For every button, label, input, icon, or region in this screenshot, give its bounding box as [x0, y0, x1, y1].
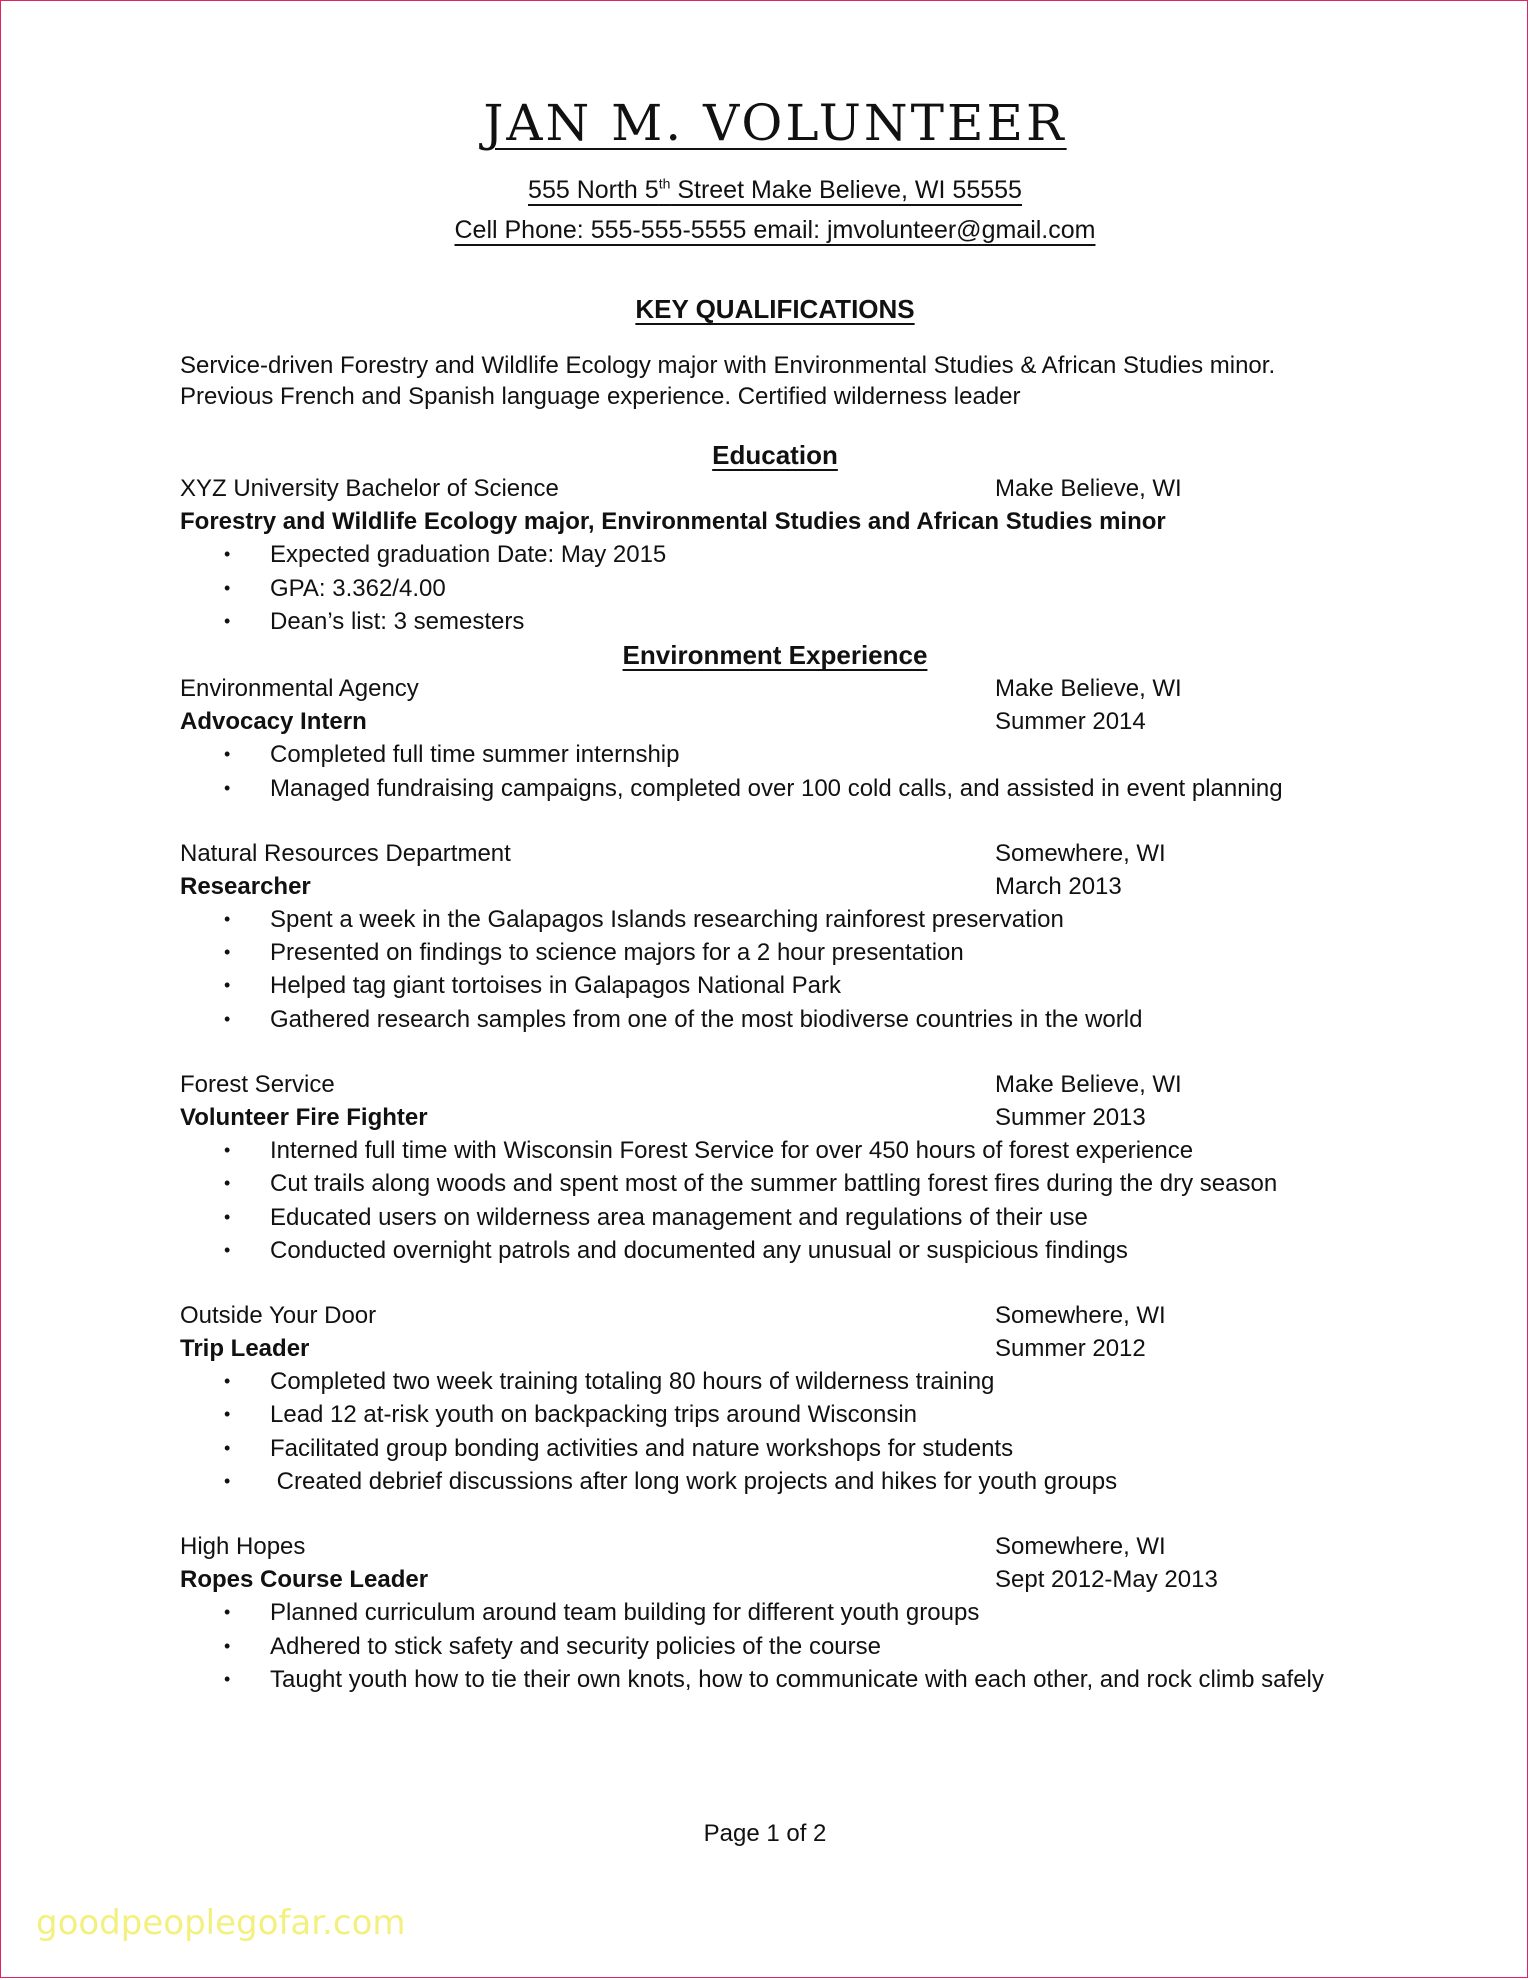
education-heading: Education [712, 440, 838, 471]
bullet-text: Created debrief discussions after long work projects and hikes for youth groups [270, 1468, 1118, 1496]
job-org-row [180, 1068, 1370, 1101]
bullet-icon: • [224, 544, 231, 565]
major-line: Forestry and Wildlife Ecology major, Environmental Studies and African Studies minor [180, 508, 1166, 536]
job-title-row [180, 870, 1370, 903]
resume-name: JAN M. VOLUNTEER [483, 94, 1067, 152]
bullet-icon: • [224, 942, 231, 963]
job-org: High Hopes [180, 1533, 306, 1561]
bullet-text: Planned curriculum around team building for different youth groups [270, 1599, 980, 1627]
job-entry [180, 1530, 1370, 1696]
education-row [180, 472, 1370, 505]
bullet-item [180, 936, 1370, 969]
bullet-icon: • [224, 975, 231, 996]
job-date: Sept 2012-May 2013 [995, 1566, 1218, 1594]
experience-heading: Environment Experience [622, 640, 928, 671]
job-org-row [180, 837, 1370, 870]
bullet-item [180, 772, 1370, 805]
bullet-item [180, 1003, 1370, 1036]
bullet-text: Dean’s list: 3 semesters [270, 607, 525, 635]
experience-list [180, 672, 1370, 1696]
bullet-text: Adhered to stick safety and security policies of the course [270, 1632, 881, 1660]
bullet-item [180, 1234, 1370, 1267]
bullet-item [180, 1201, 1370, 1234]
contact-line: Cell Phone: 555-555-5555 email: jmvolunteer@gmail.com [454, 216, 1096, 245]
bullet-text: Completed two week training totaling 80 hours of wilderness training [270, 1368, 995, 1396]
job-entry [180, 1299, 1370, 1498]
resume-document [180, 88, 1370, 1696]
bullet-text: Taught youth how to tie their own knots, how to communicate with each other, and rock climb safely [270, 1665, 1324, 1693]
job-location: Somewhere, WI [995, 839, 1166, 867]
job-location: Somewhere, WI [995, 1533, 1166, 1561]
bullet-icon: • [224, 577, 231, 598]
bullet-text: Spent a week in the Galapagos Islands researching rainforest preservation [270, 905, 1064, 933]
education-bullets [180, 538, 1370, 638]
bullet-text: Lead 12 at-risk youth on backpacking trips around Wisconsin [270, 1401, 918, 1429]
page-number: Page 1 of 2 [703, 1820, 827, 1847]
job-location: Make Believe, WI [995, 675, 1182, 703]
bullet-text: Interned full time with Wisconsin Forest Service for over 450 hours of forest experience [270, 1137, 1194, 1164]
job-title: Volunteer Fire Fighter [180, 1104, 428, 1131]
bullet-icon: • [224, 908, 231, 929]
bullet-icon: • [224, 1471, 231, 1492]
bullet-item [180, 605, 1370, 638]
bullet-text: Conducted overnight patrols and documented any unusual or suspicious findings [270, 1236, 1128, 1264]
job-title: Ropes Course Leader [180, 1566, 429, 1594]
job-bullets [180, 1596, 1370, 1696]
bullet-icon: • [224, 1008, 231, 1029]
bullet-icon: • [224, 1206, 231, 1227]
bullet-icon: • [224, 610, 231, 631]
bullet-item [180, 1630, 1370, 1663]
bullet-icon: • [224, 1602, 231, 1623]
job-org-row [180, 1299, 1370, 1332]
job-title: Trip Leader [180, 1335, 310, 1363]
bullet-item [180, 572, 1370, 605]
bullet-item [180, 1596, 1370, 1629]
job-date: Summer 2014 [995, 708, 1146, 736]
bullet-text: Expected graduation Date: May 2015 [270, 541, 667, 569]
bullet-text: Helped tag giant tortoises in Galapagos National Park [270, 972, 842, 1000]
qualifications-text: Service-driven Forestry and Wildlife Ecology major with Environmental Studies & African Studies minor. Previous French and Spanish language experience. Certified wilderness leader [180, 352, 1276, 411]
job-bullets [180, 738, 1370, 805]
job-date: March 2013 [995, 872, 1122, 900]
bullet-text: Educated users on wilderness area management and regulations of their use [270, 1203, 1088, 1231]
job-title-row [180, 705, 1370, 738]
watermark: goodpeoplegofar.com [36, 1903, 406, 1943]
job-org-row [180, 1530, 1370, 1563]
job-bullets [180, 903, 1370, 1036]
job-location: Somewhere, WI [995, 1302, 1166, 1330]
job-org-row [180, 672, 1370, 705]
bullet-icon: • [224, 1239, 231, 1260]
bullet-text: Completed full time summer internship [270, 741, 680, 769]
bullet-icon: • [224, 1140, 231, 1160]
job-entry [180, 672, 1370, 805]
job-org: Forest Service [180, 1071, 335, 1098]
bullet-icon: • [224, 1635, 231, 1656]
job-org: Natural Resources Department [180, 839, 511, 867]
job-title-row [180, 1563, 1370, 1596]
qualifications-heading: KEY QUALIFICATIONS [635, 294, 915, 325]
bullet-item [180, 538, 1370, 571]
bullet-item [180, 738, 1370, 771]
school-location: Make Believe, WI [995, 475, 1182, 503]
bullet-icon: • [224, 1173, 231, 1194]
bullet-text: Presented on findings to science majors for a 2 hour presentation [270, 939, 964, 967]
job-title-row [180, 1332, 1370, 1365]
bullet-text: Gathered research samples from one of the most biodiverse countries in the world [270, 1005, 1143, 1033]
bullet-item [180, 1134, 1370, 1167]
bullet-icon: • [224, 744, 231, 765]
bullet-item [180, 1167, 1370, 1200]
bullet-text: Cut trails along woods and spent most of the summer battling forest fires during the dry season [270, 1170, 1278, 1198]
bullet-icon: • [224, 1668, 231, 1689]
job-title-row [180, 1101, 1370, 1134]
bullet-icon: • [224, 1371, 231, 1392]
bullet-text: GPA: 3.362/4.00 [270, 574, 446, 602]
bullet-icon: • [224, 1404, 231, 1425]
job-date: Summer 2013 [995, 1104, 1146, 1131]
job-title: Advocacy Intern [180, 708, 367, 736]
bullet-item [180, 1432, 1370, 1465]
bullet-item [180, 903, 1370, 936]
school-name: XYZ University Bachelor of Science [180, 475, 559, 503]
job-org: Environmental Agency [180, 675, 419, 703]
job-bullets [180, 1134, 1370, 1267]
bullet-item [180, 1663, 1370, 1696]
bullet-text: Managed fundraising campaigns, completed over 100 cold calls, and assisted in event planning [270, 774, 1283, 802]
bullet-text: Facilitated group bonding activities and nature workshops for students [270, 1434, 1014, 1462]
job-org: Outside Your Door [180, 1302, 377, 1330]
bullet-item [180, 969, 1370, 1002]
bullet-item [180, 1398, 1370, 1431]
job-title: Researcher [180, 872, 311, 900]
bullet-item [180, 1465, 1370, 1498]
job-location: Make Believe, WI [995, 1071, 1182, 1098]
job-entry [180, 837, 1370, 1036]
bullet-item [180, 1365, 1370, 1398]
job-date: Summer 2012 [995, 1335, 1146, 1363]
job-bullets [180, 1365, 1370, 1498]
bullet-icon: • [224, 777, 231, 798]
job-entry [180, 1068, 1370, 1267]
address-line: 555 North 5th Street Make Believe, WI 55555 [528, 176, 1022, 205]
bullet-icon: • [224, 1437, 231, 1458]
